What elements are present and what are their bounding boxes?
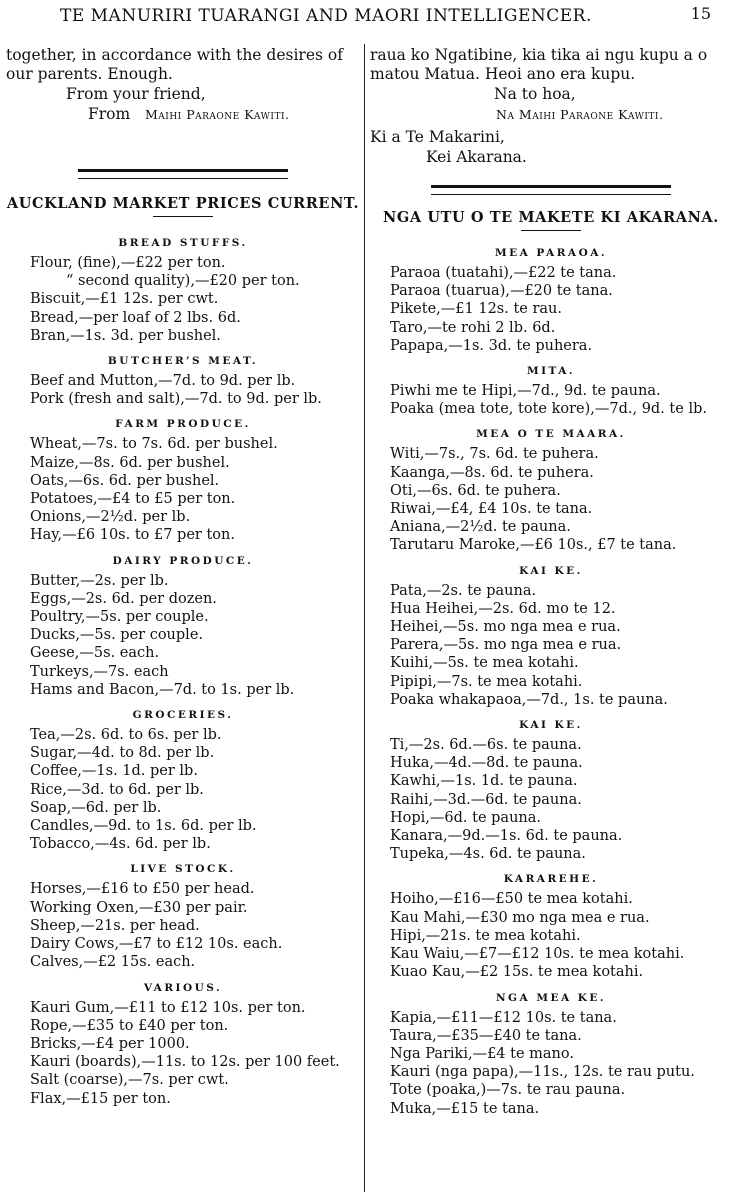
- page-header: [0, 4, 741, 32]
- price-item: Pata,—2s. te pauna.: [390, 582, 537, 599]
- price-item: Kuihi,—5s. te mea kotahi.: [390, 655, 579, 672]
- left-price-list: [6, 237, 360, 1108]
- price-item: Poultry,—5s. per couple.: [30, 609, 209, 626]
- price-item: Tupeka,—4s. 6d. te pauna.: [390, 846, 586, 863]
- price-item: Poaka whakapaoa,—7d., 1s. te pauna.: [390, 691, 668, 708]
- price-item: Kau Mahi,—£30 mo nga mea e rua.: [390, 909, 650, 926]
- price-group-heading: VARIOUS.: [143, 981, 223, 994]
- price-item: Tobacco,—4s. 6d. per lb.: [30, 836, 211, 853]
- price-item: Kauri Gum,—£11 to £12 10s. per ton.: [30, 999, 306, 1016]
- section-title: AUCKLAND MARKET PRICES CURRENT.: [6, 195, 360, 212]
- price-item: Hay,—£6 10s. to £7 per ton.: [30, 527, 235, 544]
- from-label: From: [88, 105, 131, 123]
- addressee-place: Kei Akarana.: [426, 148, 527, 166]
- price-item: Bread,—per loaf of 2 lbs. 6d.: [30, 309, 241, 326]
- price-item: Calves,—£2 15s. each.: [30, 954, 196, 971]
- price-item: Kauri (boards),—11s. to 12s. per 100 feet.: [30, 1054, 340, 1071]
- price-item: Tarutaru Maroke,—£6 10s., £7 te tana.: [390, 537, 677, 554]
- letter-line: our parents. Enough.: [6, 65, 173, 83]
- price-item: Witi,—7s., 7s. 6d. te puhera.: [390, 446, 599, 463]
- price-item: Flax,—£15 per ton.: [30, 1090, 171, 1107]
- price-item: Parera,—5s. mo nga mea e rua.: [390, 637, 622, 654]
- price-item: Huka,—4d.—8d. te pauna.: [390, 755, 583, 772]
- price-item: Papapa,—1s. 3d. te puhera.: [390, 337, 593, 354]
- price-item: Ti,—2s. 6d.—6s. te pauna.: [390, 737, 582, 754]
- price-group-heading: MEA O TE MAARA.: [476, 428, 626, 441]
- price-item: Riwai,—£4, £4 10s. te tana.: [390, 501, 593, 518]
- price-item: Taro,—te rohi 2 lb. 6d.: [390, 319, 556, 336]
- price-group-heading: KAI KE.: [519, 719, 583, 732]
- price-item: Bran,—1s. 3d. per bushel.: [30, 327, 221, 344]
- price-item: Kawhi,—1s. 1d. te pauna.: [390, 773, 578, 790]
- letter-signature: [6, 104, 360, 125]
- section-rule: [78, 169, 288, 179]
- title-rule: [521, 230, 581, 231]
- price-item: Working Oxen,—£30 per pair.: [30, 899, 248, 916]
- left-column: [6, 46, 360, 1108]
- price-item: Hua Heihei,—2s. 6d. mo te 12.: [390, 600, 616, 617]
- price-item: Coffee,—1s. 1d. per lb.: [30, 763, 198, 780]
- price-item: Potatoes,—£4 to £5 per ton.: [30, 491, 236, 508]
- letter-line: raua ko Ngatibine, kia tika ai ngu kupu a o: [370, 46, 708, 64]
- price-item: Ducks,—5s. per couple.: [30, 627, 204, 644]
- price-item: Hams and Bacon,—7d. to 1s. per lb.: [30, 681, 295, 698]
- price-item: Tote (poaka,)—7s. te rau pauna.: [390, 1082, 626, 1099]
- price-item: Piwhi me te Hipi,—7d., 9d. te pauna.: [390, 383, 661, 400]
- addressee: Ki a Te Makarini,: [370, 128, 505, 146]
- price-item: Maize,—8s. 6d. per bushel.: [30, 454, 230, 471]
- price-item: Rope,—£35 to £40 per ton.: [30, 1017, 229, 1034]
- price-item: Oti,—6s. 6d. te puhera.: [390, 482, 561, 499]
- from-name: Na Maihi Paraone Kawiti.: [496, 107, 664, 122]
- price-group-heading: BUTCHER’S MEAT.: [107, 355, 259, 368]
- newspaper-title: TE MANURIRI TUARANGI AND MAORI INTELLIGENCER.: [60, 6, 592, 26]
- price-item: Horses,—£16 to £50 per head.: [30, 881, 255, 898]
- price-item: Sugar,—4d. to 8d. per lb.: [30, 745, 215, 762]
- price-item: Flour, (fine),—£22 per ton.: [30, 255, 226, 271]
- price-item: Bricks,—£4 per 1000.: [30, 1035, 190, 1052]
- price-item: Heihei,—5s. mo nga mea e rua.: [390, 619, 621, 636]
- price-item: Pikete,—£1 12s. te rau.: [390, 301, 562, 318]
- price-item: Muka,—£15 te tana.: [390, 1100, 540, 1117]
- price-item: Eggs,—2s. 6d. per dozen.: [30, 590, 217, 607]
- price-group-heading: GROCERIES.: [132, 709, 234, 722]
- price-item: Hoiho,—£16—£50 te mea kotahi.: [390, 891, 633, 908]
- price-item: Raihi,—3d.—6d. te pauna.: [390, 791, 582, 808]
- price-item: Turkeys,—7s. each: [30, 663, 169, 680]
- letter-signature: [370, 104, 732, 125]
- letter-line: matou Matua. Heoi ano era kupu.: [370, 65, 636, 83]
- price-group-heading: KARAREHE.: [503, 873, 599, 886]
- price-item: Taura,—£35—£40 te tana.: [390, 1027, 582, 1044]
- price-item: Wheat,—7s. to 7s. 6d. per bushel.: [30, 436, 278, 453]
- price-item: Sheep,—21s. per head.: [30, 917, 200, 934]
- price-item: Kuao Kau,—£2 15s. te mea kotahi.: [390, 964, 644, 981]
- price-group-heading: NGA MEA KE.: [495, 991, 607, 1004]
- price-group-heading: BREAD STUFFS.: [118, 237, 248, 249]
- price-item: Beef and Mutton,—7d. to 9d. per lb.: [30, 373, 296, 390]
- price-item: “ second quality),—£20 per ton.: [66, 273, 300, 290]
- price-item: Candles,—9d. to 1s. 6d. per lb.: [30, 818, 257, 835]
- price-item: Onions,—2½d. per lb.: [30, 509, 191, 526]
- price-item: Rice,—3d. to 6d. per lb.: [30, 781, 204, 798]
- price-item: Paraoa (tuarua),—£20 te tana.: [390, 283, 613, 300]
- title-rule: [153, 216, 213, 217]
- price-item: Kanara,—9d.—1s. 6d. te pauna.: [390, 828, 623, 845]
- price-group-heading: KAI KE.: [519, 564, 583, 577]
- price-group-heading: DAIRY PRODUCE.: [112, 554, 254, 567]
- price-item: Nga Pariki,—£4 te mano.: [390, 1045, 574, 1062]
- letter-line: together, in accordance with the desires of: [6, 46, 343, 64]
- price-group-heading: FARM PRODUCE.: [115, 418, 251, 431]
- price-item: Pork (fresh and salt),—7d. to 9d. per lb.: [30, 391, 322, 408]
- price-item: Poaka (mea tote, tote kore),—7d., 9d. te lb.: [390, 401, 707, 418]
- letter-closing: From your friend,: [66, 85, 206, 103]
- price-item: Kapia,—£11—£12 10s. te tana.: [390, 1009, 617, 1026]
- price-item: Hipi,—21s. te mea kotahi.: [390, 927, 581, 944]
- price-item: Kauri (nga papa),—11s., 12s. te rau putu.: [390, 1064, 695, 1081]
- right-column: [370, 46, 732, 1118]
- price-item: Tea,—2s. 6d. to 6s. per lb.: [30, 727, 222, 744]
- from-name: Maihi Paraone Kawiti.: [144, 107, 290, 122]
- letter-closing: Na to hoa,: [494, 85, 576, 103]
- price-item: Geese,—5s. each.: [30, 645, 160, 662]
- price-item: Biscuit,—£1 12s. per cwt.: [30, 291, 219, 308]
- price-group-heading: MEA PARAOA.: [494, 247, 608, 259]
- price-item: Dairy Cows,—£7 to £12 10s. each.: [30, 936, 283, 953]
- price-item: Pipipi,—7s. te mea kotahi.: [390, 673, 583, 690]
- price-item: Kau Waiu,—£7—£12 10s. te mea kotahi.: [390, 946, 685, 963]
- price-group-heading: LIVE STOCK.: [130, 863, 236, 876]
- column-divider: [364, 44, 365, 1192]
- page-number: 15: [690, 4, 711, 23]
- right-price-list: [370, 247, 732, 1118]
- price-group-heading: MITA.: [526, 365, 576, 378]
- price-item: Salt (coarse),—7s. per cwt.: [30, 1072, 229, 1089]
- section-title: NGA UTU O TE MAKETE KI AKARANA.: [383, 209, 719, 226]
- price-item: Soap,—6d. per lb.: [30, 799, 162, 816]
- price-item: Oats,—6s. 6d. per bushel.: [30, 472, 220, 489]
- price-item: Kaanga,—8s. 6d. te puhera.: [390, 464, 594, 481]
- price-item: Aniana,—2½d. te pauna.: [390, 519, 571, 536]
- price-item: Paraoa (tuatahi),—£22 te tana.: [390, 265, 617, 281]
- price-item: Butter,—2s. per lb.: [30, 572, 169, 589]
- price-item: Hopi,—6d. te pauna.: [390, 809, 542, 826]
- section-rule: [431, 185, 671, 195]
